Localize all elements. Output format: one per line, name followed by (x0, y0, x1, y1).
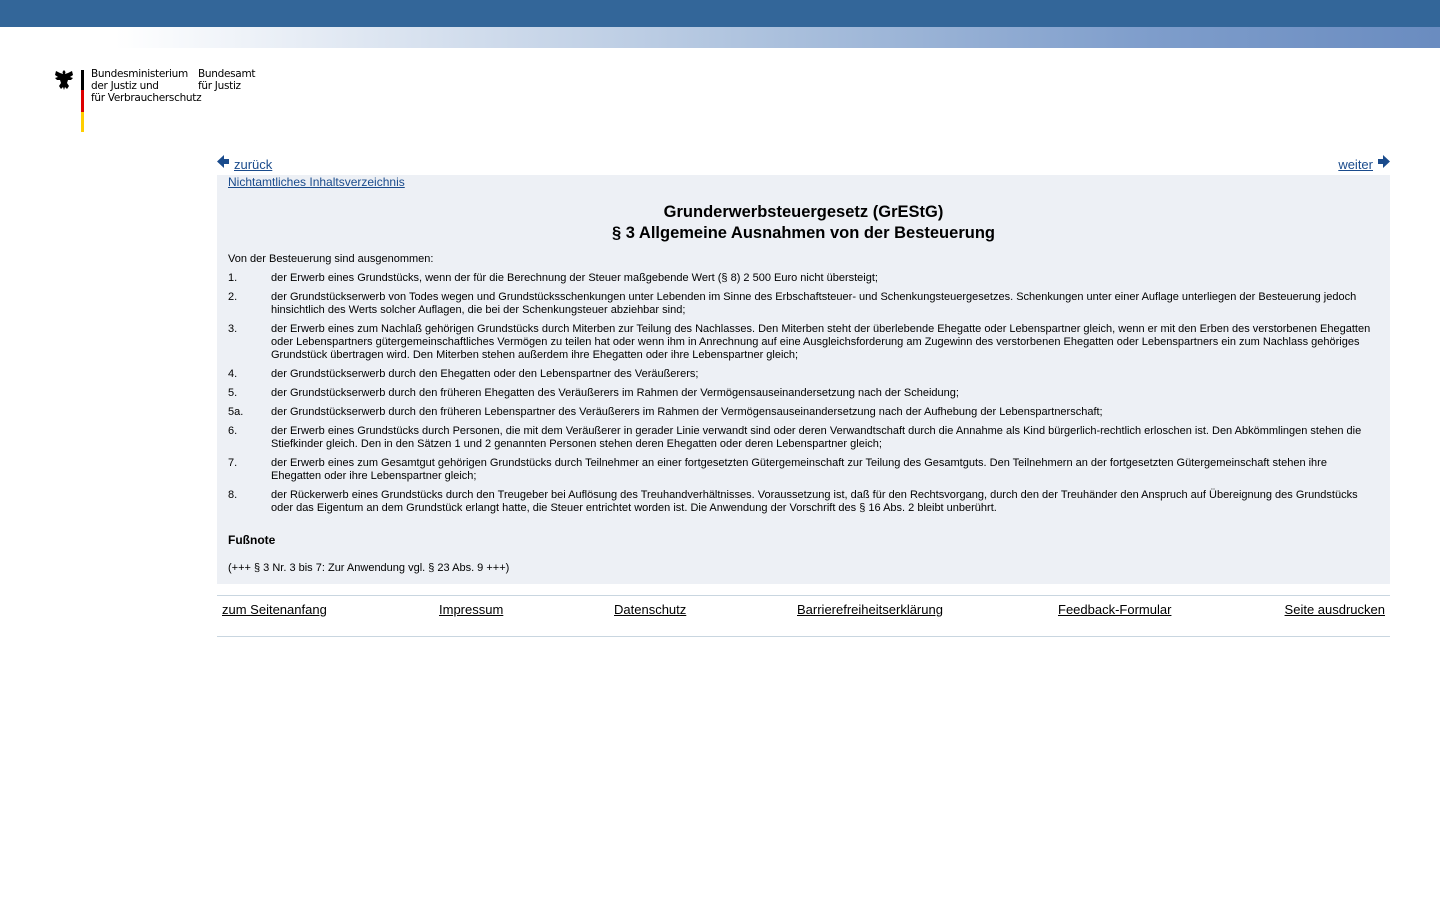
item-text: der Grundstückserwerb durch den früheren Lebenspartner des Veräußerers im Rahmen der Vermögensauseinandersetzung nach der Aufhebung der Lebenspartnerschaft; (271, 406, 1103, 418)
top-banner-bar (0, 0, 1440, 27)
item-number: 8. (228, 489, 238, 501)
list-item (228, 272, 1378, 285)
back-link[interactable]: zurück (234, 157, 273, 172)
law-content-panel (217, 175, 1390, 584)
item-text: der Erwerb eines zum Gesamtgut gehörigen Grundstücks durch Teilnehmer an einer fortgesetzten Gütergemeinschaft zur Teilung des Gesamtguts. Den Teilnehmern an der fortgesetzten Gütergemeinschaft stehen ihre Ehegatten oder ihre Lebenspartner gleich; (271, 457, 1327, 482)
federal-eagle-icon (52, 68, 76, 92)
gradient-banner-bar (0, 27, 1440, 48)
forward-link[interactable]: weiter (1338, 157, 1373, 172)
arrow-left-icon (217, 155, 230, 168)
office-name: Bundesamt für Justiz (198, 68, 256, 92)
footnote-heading: Fußnote (228, 533, 276, 547)
item-text: der Rückerwerb eines Grundstücks durch den Treugeber bei Auflösung des Treuhandverhältnisses. Voraussetzung ist, daß für den Rechtsvorgang, durch den der Treuhänder den Anspruch auf Übereignung des Grundstücks oder das Eigentum an dem Grundstück erlangt hatte, die Steuer entrichtet worden ist. Die Anwendung der Vorschrift des § 16 Abs. 2 bleibt unberührt. (271, 489, 1358, 514)
item-text: der Grundstückserwerb von Todes wegen und Grundstücksschenkungen unter Lebenden im Sinne des Erbschaftsteuer- und Schenkungsteuergesetzes. Schenkungen unter einer Auflage unterliegen der Besteuerung jedoch hinsichtlich des Werts solcher Auflagen, die bei der Schenkungsteuer abziehbar sind; (271, 291, 1357, 316)
section-title: § 3 Allgemeine Ausnahmen von der Besteuerung (612, 224, 995, 242)
list-item (228, 457, 1378, 483)
ministry-logo[interactable] (52, 68, 256, 132)
table-of-contents-link[interactable]: Nichtamtliches Inhaltsverzeichnis (228, 175, 405, 189)
footer-link-imprint[interactable]: Impressum (439, 602, 504, 617)
item-text: der Grundstückserwerb durch den früheren Ehegatten des Veräußerers im Rahmen der Vermögensauseinandersetzung nach der Scheidung; (271, 387, 959, 399)
page-navigation (217, 155, 1390, 175)
intro-text: Von der Besteuerung sind ausgenommen: (228, 253, 434, 265)
list-item (228, 425, 1378, 451)
footer-link-print-page[interactable]: Seite ausdrucken (1284, 602, 1385, 617)
back-nav[interactable] (217, 155, 272, 172)
item-number: 4. (228, 368, 238, 380)
footer-link-top-of-page[interactable]: zum Seitenanfang (222, 602, 327, 617)
footer-link-accessibility[interactable]: Barrierefreiheitserklärung (797, 602, 943, 617)
footnote-text: (+++ § 3 Nr. 3 bis 7: Zur Anwendung vgl. § 23 Abs. 9 +++) (228, 562, 510, 574)
item-text: der Erwerb eines zum Nachlaß gehörigen Grundstücks durch Miterben zur Teilung des Nachlasses. Den Miterben steht der überlebende Ehegatte oder Lebenspartner gleich, wenn er mit den Erben des verstorbenen Ehegatten oder Lebenspartners gütergemeinschaftliches Vermögen zu teilen hat oder wenn ihm in Anrechnung auf eine Ausgleichsforderung am Zugewinn des verstorbenen Ehegatten oder Lebenspartners ein zum Nachlass gehöriges Grundstück übertragen wird. Den Miterben stehen außerdem ihre Ehegatten oder ihre Lebenspartner gleich; (271, 323, 1371, 361)
item-text: der Erwerb eines Grundstücks, wenn der für die Berechnung der Steuer maßgebende Wert (§ 8) 2 500 Euro nicht übersteigt; (271, 272, 878, 284)
list-item (228, 387, 1378, 400)
item-number: 2. (228, 291, 238, 303)
forward-nav[interactable] (1338, 155, 1390, 172)
footer-link-privacy[interactable]: Datenschutz (614, 602, 687, 617)
item-text: der Erwerb eines Grundstücks durch Personen, die mit dem Veräußerer in gerader Linie verwandt sind oder deren Verwandtschaft durch die Annahme als Kind bürgerlich-rechtlich erloschen ist. Den Abkömmlingen stehen die Stiefkinder gleich. Den in den Sätzen 1 und 2 genannten Personen stehen deren Ehegatten oder deren Lebenspartner gleich; (271, 425, 1362, 450)
law-title: Grunderwerbsteuergesetz (GrEStG) (663, 203, 944, 221)
footer-link-feedback[interactable]: Feedback-Formular (1058, 602, 1172, 617)
list-item (228, 406, 1378, 419)
list-item (228, 368, 1378, 381)
item-number: 5. (228, 387, 238, 399)
list-item (228, 323, 1378, 362)
item-number: 1. (228, 272, 238, 284)
flag-stripe (81, 70, 84, 132)
arrow-right-icon (1377, 155, 1390, 168)
item-number: 6. (228, 425, 238, 437)
list-item (228, 291, 1378, 317)
footer-links-bar (217, 595, 1390, 637)
ministry-name: Bundesministerium der Justiz und für Verbraucherschutz (91, 68, 202, 104)
item-number: 7. (228, 457, 238, 469)
item-number: 5a. (228, 406, 244, 418)
exemption-list (228, 272, 1378, 521)
list-item (228, 489, 1378, 515)
item-text: der Grundstückserwerb durch den Ehegatten oder den Lebenspartner des Veräußerers; (271, 368, 699, 380)
item-number: 3. (228, 323, 238, 335)
